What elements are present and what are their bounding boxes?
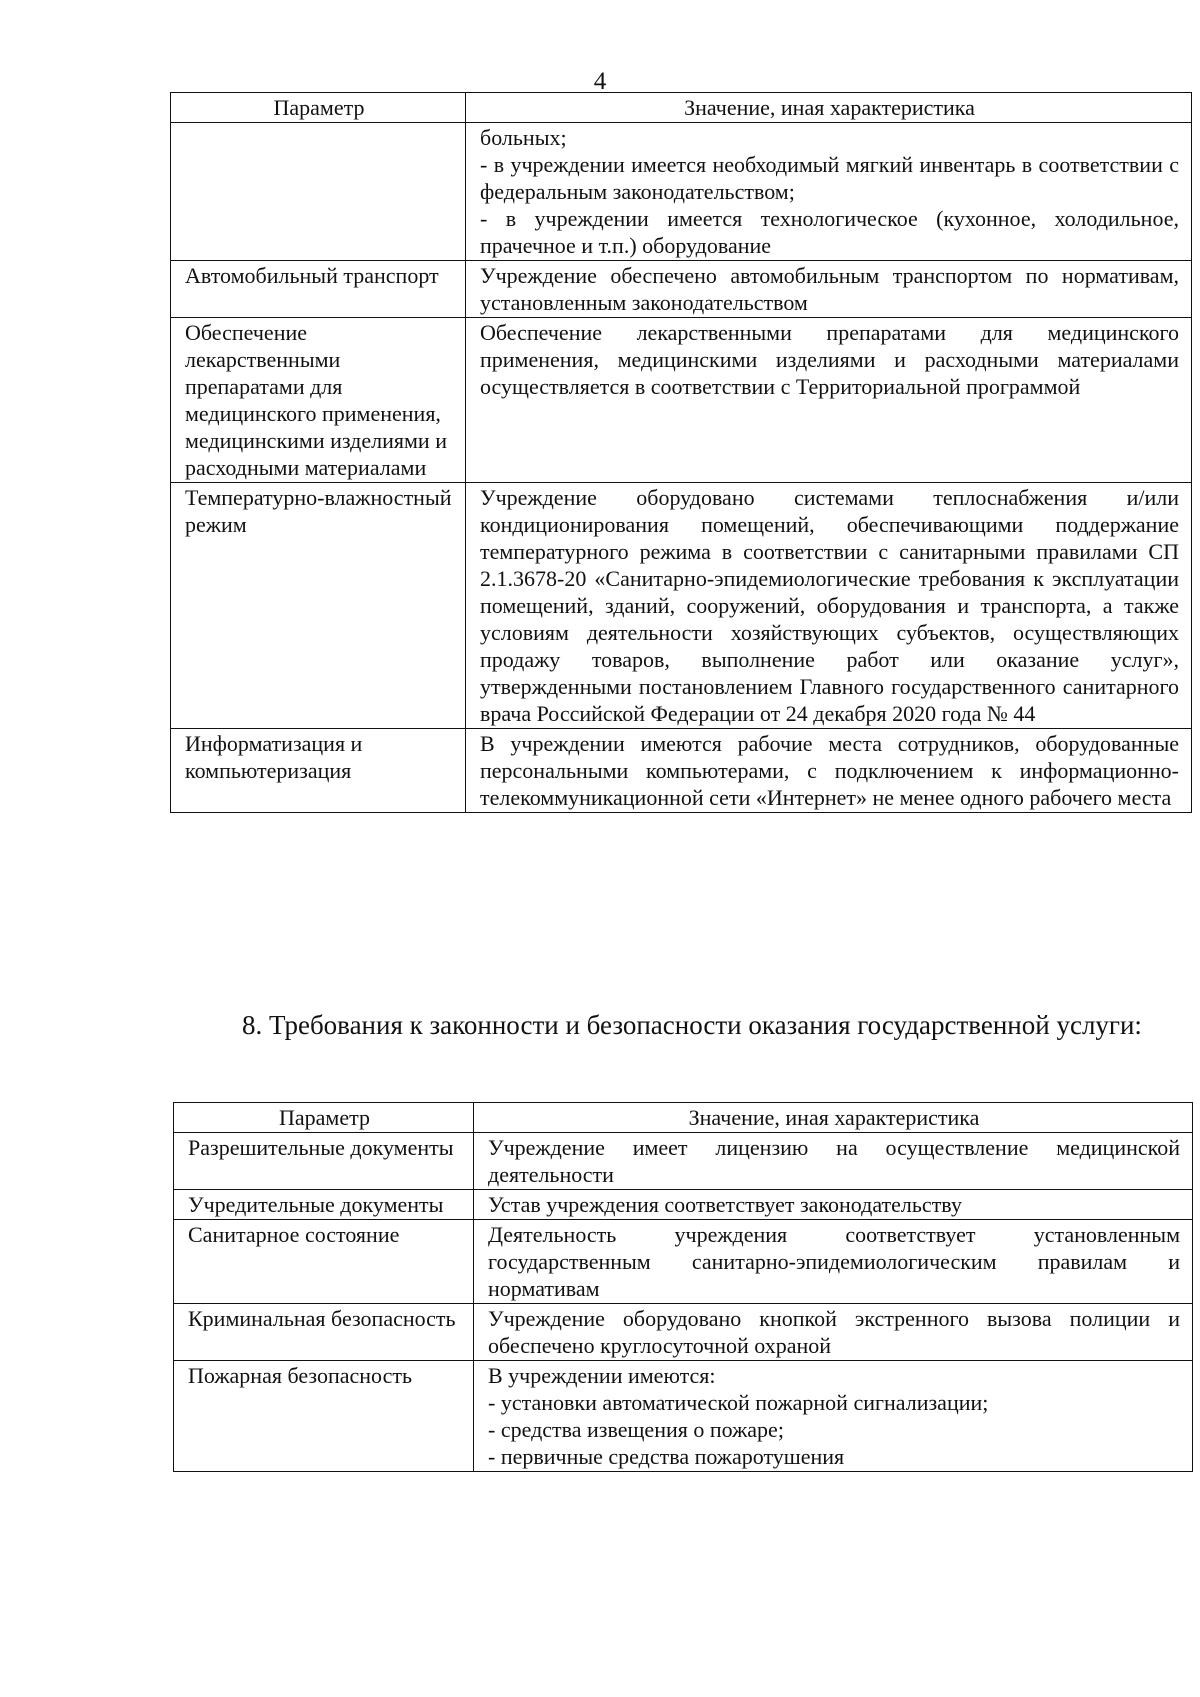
value-line: - в учреждении имеется технологическое (кухонное, холодильное, прачечное и т.п.) оборудование: [480, 206, 1179, 258]
param-cell: Пожарная безопасность: [174, 1361, 474, 1472]
page-number: 4: [593, 68, 607, 95]
table-row: [174, 1190, 1193, 1220]
param-cell: Санитарное состояние: [174, 1220, 474, 1304]
header-param: Параметр: [174, 1103, 474, 1133]
param-cell: Обеспечение лекарственными препаратами для медицинского применения, медицинскими изделиями и расходными материалами: [171, 318, 466, 483]
section-heading: 8. Требования к законности и безопасности оказания государственной услуги:: [242, 1010, 1142, 1040]
table-row: [171, 261, 1192, 318]
value-cell: Учреждение имеет лицензию на осуществление медицинской деятельности: [474, 1133, 1193, 1190]
header-param: Параметр: [171, 93, 466, 123]
table-row: [171, 318, 1192, 483]
param-cell: [171, 123, 466, 261]
table-header-row: [174, 1103, 1193, 1133]
value-cell: Учреждение оборудовано кнопкой экстренного вызова полиции и обеспечено круглосуточной охраной: [474, 1304, 1193, 1361]
value-line: - средства извещения о пожаре;: [488, 1417, 784, 1442]
table-header-row: [171, 93, 1192, 123]
table-row: [171, 483, 1192, 729]
table-row: [171, 729, 1192, 813]
param-cell: Криминальная безопасность: [174, 1304, 474, 1361]
value-cell: Учреждение обеспечено автомобильным транспортом по нормативам, установленным законодательством: [466, 261, 1192, 318]
value-cell: Деятельность учреждения соответствует установленным государственным санитарно-эпидемиологическим правилам и нормативам: [474, 1220, 1193, 1304]
param-cell: Автомобильный транспорт: [171, 261, 466, 318]
value-line: больных;: [480, 125, 567, 150]
table-legality-safety: [173, 1102, 1193, 1472]
param-cell: Температурно-влажностный режим: [171, 483, 466, 729]
value-cell: Обеспечение лекарственными препаратами для медицинского применения, медицинскими изделиями и расходными материалами осуществляется в соответствии с Территориальной программой: [466, 318, 1192, 483]
value-cell: В учреждении имеются рабочие места сотрудников, оборудованные персональными компьютерами, с подключением к информационно-телекоммуникационной сети «Интернет» не менее одного рабочего места: [466, 729, 1192, 813]
value-cell: [474, 1361, 1193, 1472]
param-cell: Информатизация и компьютеризация: [171, 729, 466, 813]
value-line: В учреждении имеются:: [488, 1363, 716, 1388]
value-cell: Устав учреждения соответствует законодательству: [474, 1190, 1193, 1220]
table-row: [174, 1361, 1193, 1472]
value-line: - в учреждении имеется необходимый мягкий инвентарь в соответствии с федеральным законодательством;: [480, 152, 1179, 204]
value-line: - первичные средства пожаротушения: [488, 1444, 845, 1469]
value-cell: [466, 123, 1192, 261]
param-cell: Разрешительные документы: [174, 1133, 474, 1190]
table-row: [174, 1133, 1193, 1190]
param-cell: Учредительные документы: [174, 1190, 474, 1220]
table-row: [174, 1220, 1193, 1304]
table-parameters-continued: [170, 92, 1192, 813]
header-value: Значение, иная характеристика: [474, 1103, 1193, 1133]
value-cell: Учреждение оборудовано системами теплоснабжения и/или кондиционирования помещений, обеспечивающими поддержание температурного режима в соответствии с санитарными правилами СП 2.1.3678-20 «Санитарно-эпидемиологические требования к эксплуатации помещений, зданий, сооружений, оборудования и транспорта, а также условиям деятельности хозяйствующих субъектов, осуществляющих продажу товаров, выполнение работ или оказание услуг», утвержденными постановлением Главного государственного санитарного врача Российской Федерации от 24 декабря 2020 года № 44: [466, 483, 1192, 729]
header-value: Значение, иная характеристика: [466, 93, 1192, 123]
table-row: [174, 1304, 1193, 1361]
table-row: [171, 123, 1192, 261]
value-line: - установки автоматической пожарной сигнализации;: [488, 1390, 989, 1415]
